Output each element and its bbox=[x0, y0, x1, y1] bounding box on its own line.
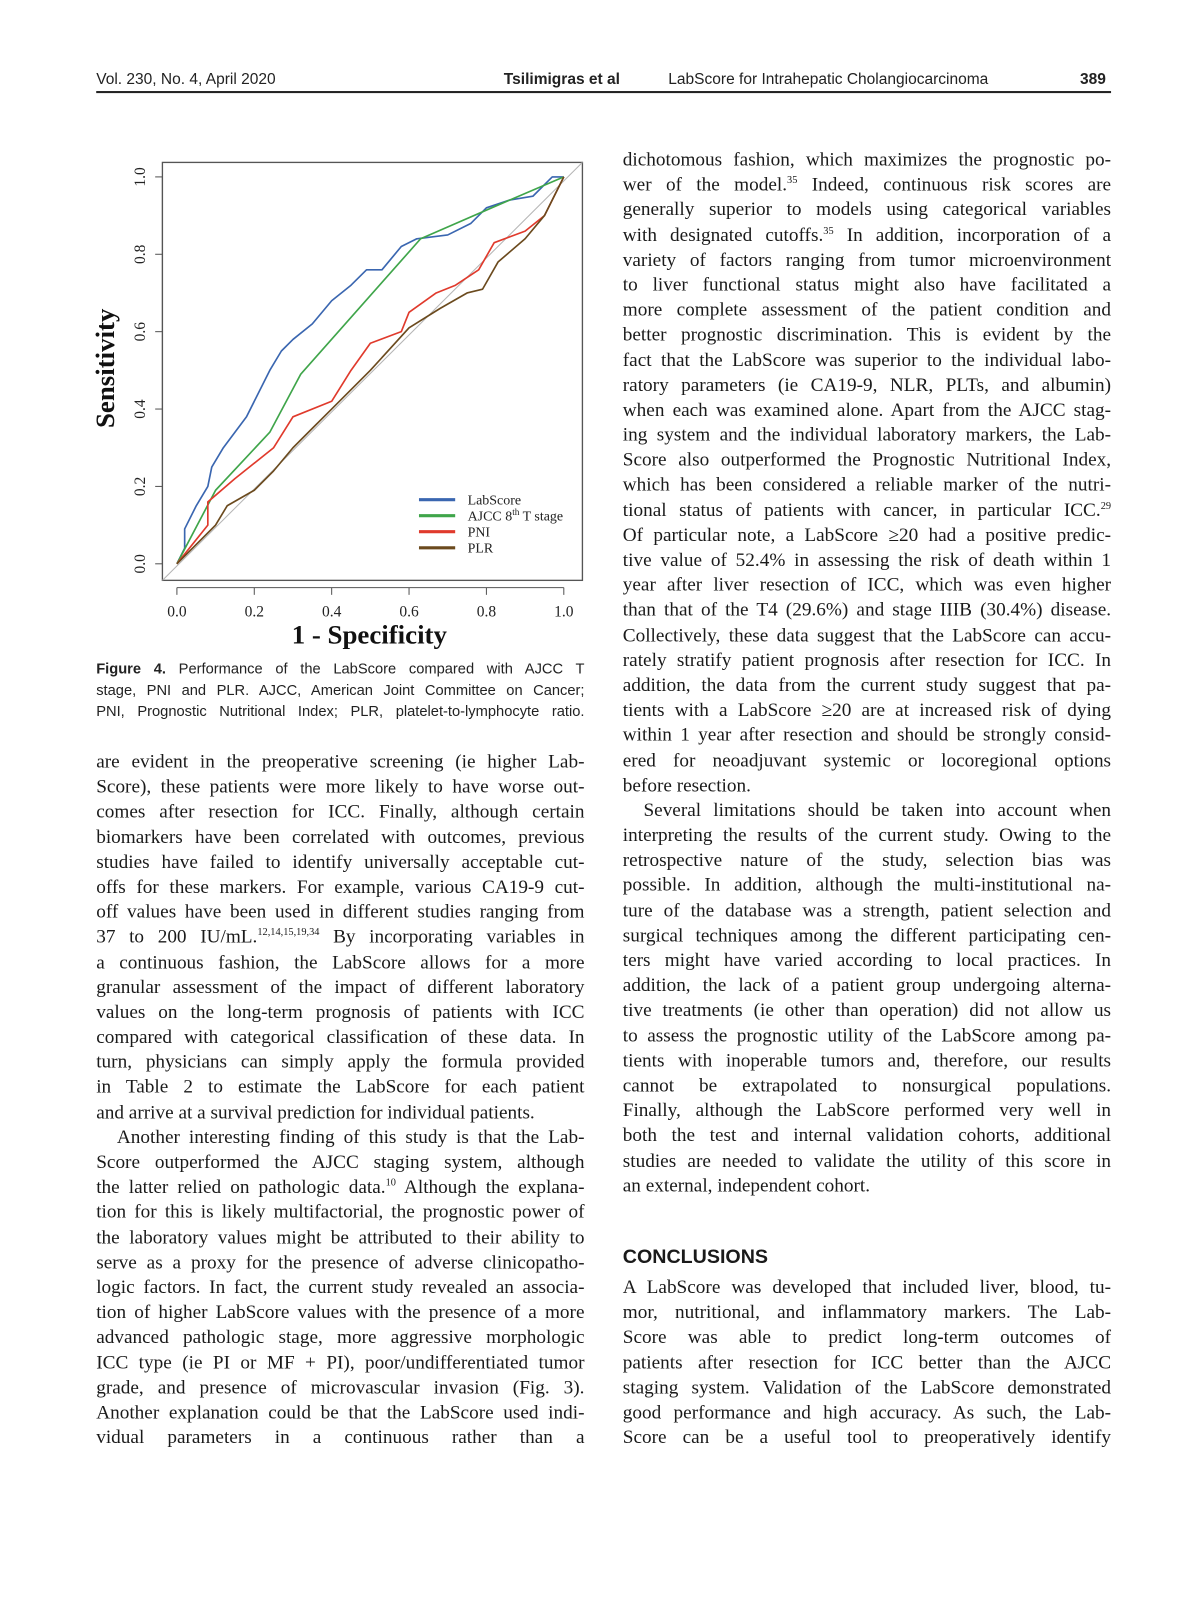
figure-caption bbox=[96, 659, 584, 723]
text-line: than that of the T4 (29.6%) and stage IIIB (30.4%) disease. bbox=[622, 599, 1112, 622]
text-line: before resection. bbox=[622, 774, 751, 797]
citation-superscript: 29 bbox=[1100, 500, 1112, 512]
text-line: Several limitations should be taken into account when bbox=[643, 799, 1112, 822]
text-line: Score also outperformed the Prognostic Nutritional Index, bbox=[622, 449, 1112, 471]
text-line: tion of higher LabScore values with the presence of a more bbox=[96, 1301, 585, 1324]
text-line: ing system and the individual laboratory markers, the Lab- bbox=[622, 424, 1112, 446]
text-line: fact that the LabScore was superior to the individual labo- bbox=[622, 349, 1112, 371]
text-line: good performance and high accuracy. As such, the Lab- bbox=[622, 1401, 1112, 1424]
y-tick-label: 0.0 bbox=[131, 554, 149, 574]
text-line: A LabScore was developed that included liver, blood, tu- bbox=[622, 1276, 1112, 1299]
text-line: 37 to 200 IU/mL.$^{12,14,15,19,34}$ By incorporating variables in bbox=[96, 926, 585, 948]
y-tick-label: 1.0 bbox=[131, 167, 149, 187]
text-line: Of particular note, a LabScore ≥20 had a positive predic- bbox=[622, 524, 1112, 547]
x-tick-label: 0.6 bbox=[399, 603, 419, 621]
y-tick-label: 0.2 bbox=[131, 476, 149, 497]
conclusions-text bbox=[623, 1276, 1111, 1451]
x-tick-label: 0.2 bbox=[244, 603, 264, 621]
text-line: logic factors. In fact, the current study revealed an associa- bbox=[96, 1276, 585, 1299]
text-line: the latter relied on pathologic data.$^{10}$ Although the explana- bbox=[96, 1176, 585, 1199]
text-line: with designated cutoffs.$^{35}$ In addition, incorporation of a bbox=[622, 224, 1112, 246]
legend-label: PLR bbox=[467, 541, 494, 557]
text-line: advanced pathologic stage, more aggressive morphologic bbox=[96, 1326, 585, 1349]
citation-superscript: 10 bbox=[385, 1177, 396, 1189]
paragraph bbox=[96, 750, 584, 1125]
text-line: studies have failed to identify universally acceptable cut- bbox=[96, 851, 585, 873]
header-authors: Tsilimigras et al bbox=[503, 70, 620, 88]
citation-superscript: 12,14,15,19,34 bbox=[257, 927, 320, 939]
text-line: year after liver resection of ICC, which was even higher bbox=[622, 574, 1112, 597]
paragraph bbox=[623, 1276, 1111, 1451]
text-line: and arrive at a survival prediction for individual patients. bbox=[96, 1101, 535, 1124]
paragraph bbox=[96, 1125, 584, 1450]
text-line: granular assessment of the impact of different laboratory bbox=[96, 976, 585, 998]
text-line: both the test and internal validation cohorts, additional bbox=[622, 1124, 1112, 1147]
text-line: tients with inoperable tumors and, therefore, our results bbox=[622, 1049, 1112, 1072]
y-tick-label: 0.8 bbox=[131, 244, 149, 264]
caption-line: PNI, Prognostic Nutritional Index; PLR, platelet-to-lymphocyte ratio. bbox=[96, 703, 585, 721]
caption-line: stage, PNI and PLR. AJCC, American Joint Committee on Cancer; bbox=[96, 682, 585, 699]
text-line: wer of the model.$^{35}$ Indeed, continuous risk scores are bbox=[622, 173, 1112, 196]
roc-chart bbox=[0, 0, 621, 662]
text-line: surgical techniques among the different participating cen- bbox=[622, 924, 1112, 947]
text-line: Score can be a useful tool to preoperatively identify bbox=[622, 1426, 1112, 1449]
citation-superscript: 35 bbox=[787, 175, 798, 187]
text-line: studies are needed to validate the utility of this score in bbox=[622, 1149, 1112, 1172]
x-axis-title: 1 - Specificity bbox=[291, 619, 447, 650]
text-line: ratory parameters (ie CA19-9, NLR, PLTs, and albumin) bbox=[622, 374, 1112, 396]
y-tick-label: 0.4 bbox=[131, 399, 149, 419]
legend-label: AJCC 8th T stage bbox=[467, 508, 564, 525]
text-line: when each was examined alone. Apart from the AJCC stag- bbox=[622, 399, 1112, 421]
text-line: to assess the prognostic utility of the LabScore among pa- bbox=[622, 1024, 1112, 1047]
text-line: to liver functional status might also have facilitated a bbox=[622, 274, 1112, 296]
text-line: which has been considered a reliable marker of the nutri- bbox=[622, 474, 1112, 496]
text-line: staging system. Validation of the LabScore demonstrated bbox=[622, 1376, 1112, 1399]
figure-label: Figure 4. bbox=[96, 661, 166, 678]
legend-label: LabScore bbox=[467, 493, 522, 509]
text-line: are evident in the preoperative screening (ie higher Lab- bbox=[96, 751, 585, 773]
text-line: rately stratify patient prognosis after resection for ICC. In bbox=[622, 649, 1112, 672]
right-column-text bbox=[623, 148, 1111, 1199]
paragraph bbox=[623, 148, 1111, 799]
y-tick-label: 0.6 bbox=[131, 321, 149, 342]
text-line: interpreting the results of the current study. Owing to the bbox=[622, 824, 1112, 847]
text-line: offs for these markers. For example, various CA19-9 cut- bbox=[96, 876, 585, 898]
text-line: Score was able to predict long-term outcomes of bbox=[622, 1326, 1112, 1349]
text-line: Collectively, these data suggest that the LabScore can accu- bbox=[622, 624, 1112, 647]
text-line: vidual parameters in a continuous rather than a bbox=[96, 1426, 585, 1449]
text-line: variety of factors ranging from tumor microenvironment bbox=[622, 249, 1112, 271]
text-line: turn, physicians can simply apply the formula provided bbox=[96, 1051, 585, 1074]
text-line: ered for neoadjuvant systemic or locoregional options bbox=[622, 749, 1112, 772]
text-line: off values have been used in different studies ranging from bbox=[96, 901, 585, 923]
text-line: addition, the lack of a patient group undergoing alterna- bbox=[622, 974, 1112, 997]
text-line: dichotomous fashion, which maximizes the prognostic po- bbox=[622, 148, 1112, 171]
text-line: biomarkers have been correlated with outcomes, previous bbox=[96, 826, 585, 848]
text-line: grade, and presence of microvascular invasion (Fig. 3). bbox=[96, 1376, 585, 1399]
text-line: better prognostic discrimination. This is evident by the bbox=[622, 324, 1112, 346]
text-line: values on the long-term prognosis of patients with ICC bbox=[96, 1001, 585, 1023]
text-line: retrospective nature of the study, selection bias was bbox=[622, 849, 1112, 872]
text-line: Score outperformed the AJCC staging system, although bbox=[96, 1151, 585, 1174]
text-line: within 1 year after resection and should be strongly consid- bbox=[622, 724, 1112, 747]
paragraph bbox=[623, 799, 1111, 1199]
text-line: mor, nutritional, and inflammatory markers. The Lab- bbox=[622, 1301, 1112, 1324]
x-tick-label: 0.0 bbox=[167, 603, 187, 621]
text-line: serve as a proxy for the presence of adverse clinicopatho- bbox=[96, 1251, 585, 1274]
text-line: addition, the data from the current study suggest that pa- bbox=[622, 674, 1112, 697]
text-line: Finally, although the LabScore performed very well in bbox=[622, 1099, 1112, 1122]
text-line: ICC type (ie PI or MF + PI), poor/undifferentiated tumor bbox=[96, 1351, 585, 1374]
caption-text: Performance of the LabScore compared with AJCC T bbox=[165, 661, 585, 678]
text-line: Another interesting finding of this study is that the Lab- bbox=[116, 1126, 585, 1149]
x-tick-label: 0.4 bbox=[321, 603, 342, 621]
header-running-title: LabScore for Intrahepatic Cholangiocarcinoma bbox=[668, 70, 989, 88]
text-line: a continuous fashion, the LabScore allows for a more bbox=[96, 951, 585, 973]
text-line: tional status of patients with cancer, in particular ICC.$^{29}$ bbox=[622, 499, 1112, 522]
header-page-number: 389 bbox=[1080, 70, 1106, 88]
left-column-text bbox=[96, 750, 584, 1451]
text-line: comes after resection for ICC. Finally, although certain bbox=[96, 801, 585, 823]
text-line: compared with categorical classification of these data. In bbox=[96, 1026, 585, 1049]
text-line: patients after resection for ICC better than the AJCC bbox=[622, 1351, 1112, 1374]
text-line: Score), these patients were more likely to have worse out- bbox=[96, 776, 585, 798]
caption-line bbox=[96, 659, 584, 680]
text-line: ters might have varied according to local practices. In bbox=[622, 949, 1112, 972]
text-line: cannot be extrapolated to nonsurgical populations. bbox=[622, 1074, 1112, 1097]
y-axis-title: Sensitivity bbox=[89, 308, 120, 429]
text-line: an external, independent cohort. bbox=[622, 1174, 871, 1197]
text-line: more complete assessment of the patient condition and bbox=[622, 299, 1112, 321]
x-tick-label: 0.8 bbox=[476, 603, 497, 621]
text-line: the laboratory values might be attributed to their ability to bbox=[96, 1226, 585, 1249]
text-line: in Table 2 to estimate the LabScore for each patient bbox=[96, 1076, 585, 1099]
text-line: generally superior to models using categorical variables bbox=[622, 199, 1112, 221]
text-line: Another explanation could be that the LabScore used indi- bbox=[96, 1401, 585, 1424]
text-line: tive value of 52.4% in assessing the risk of death within 1 bbox=[622, 549, 1112, 572]
text-line: possible. In addition, although the multi-institutional na- bbox=[622, 874, 1112, 897]
header-volume: Vol. 230, No. 4, April 2020 bbox=[96, 70, 276, 88]
text-line: tients with a LabScore ≥20 are at increased risk of dying bbox=[622, 699, 1112, 722]
text-line: tive treatments (ie other than operation) did not allow us bbox=[622, 999, 1112, 1022]
text-line: tion for this is likely multifactorial, the prognostic power of bbox=[96, 1201, 585, 1224]
text-line: ture of the database was a strength, patient selection and bbox=[622, 899, 1112, 922]
citation-superscript: 35 bbox=[823, 225, 834, 237]
conclusions-heading: CONCLUSIONS bbox=[622, 1246, 769, 1269]
legend-label: PNI bbox=[467, 525, 491, 541]
x-tick-label: 1.0 bbox=[554, 603, 574, 621]
